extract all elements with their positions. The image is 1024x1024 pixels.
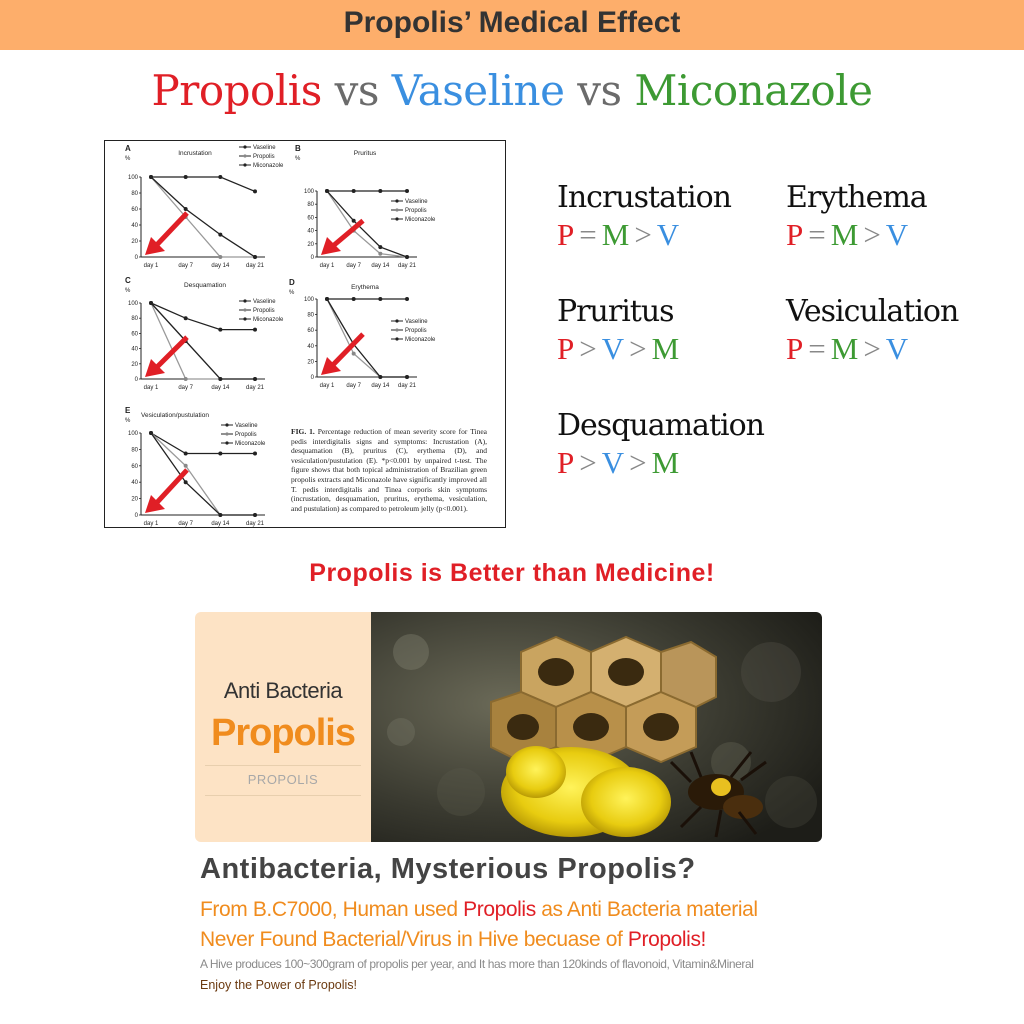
symptom-name: Vesiculation xyxy=(786,294,959,329)
data-point xyxy=(218,513,222,517)
data-point xyxy=(149,431,153,435)
ranking-letter: P xyxy=(557,445,575,480)
symptom-ranking xyxy=(557,444,787,482)
y-tick-label: 60 xyxy=(307,215,314,222)
panel-letter: A xyxy=(125,144,131,153)
data-point xyxy=(184,207,188,211)
ranking-operator: > xyxy=(863,331,881,366)
caption-text: Percentage reduction of mean severity score for Tinea pedis interdigitalis signs and symptoms: Incrustation (A), desquamation (B), pruritus (C), erythema (D), and vesiculation/pustulation (E). *p<0.001 by unpaired t-test. The figure shows that both topical administration of Brazilian green propolis extracts and Miconazole have significantly improved all T. pedis interdigitalis and Tinea corporis skin symptoms (incrustation, desquamation, pruritus, erythema, vesiculation, and pustulation) as compared to petroleum jelly (p<0.001). xyxy=(291,427,488,513)
y-tick-label: 100 xyxy=(127,301,138,307)
series-line xyxy=(151,303,255,379)
y-tick-label: 80 xyxy=(307,312,314,319)
y-tick-label: 20 xyxy=(307,359,314,366)
data-point xyxy=(253,513,257,517)
figure-caption xyxy=(291,427,487,513)
percent-label: % xyxy=(125,156,131,162)
legend-marker xyxy=(225,441,228,444)
ranking-letter: V xyxy=(885,217,909,252)
y-tick-label: 20 xyxy=(131,361,138,368)
legend-label: Propolis xyxy=(405,208,427,214)
promo-title: Propolis xyxy=(210,712,356,754)
data-point xyxy=(218,255,222,259)
x-tick-label: day 7 xyxy=(346,263,362,269)
x-tick-label: day 7 xyxy=(346,383,362,389)
ranking-letter: M xyxy=(601,217,630,252)
hive-photo xyxy=(371,612,822,842)
legend-marker xyxy=(395,208,398,211)
symptom-name: Desquamation xyxy=(557,408,764,443)
legend-marker xyxy=(225,432,228,435)
data-point xyxy=(184,316,188,320)
headline-vs-2: vs xyxy=(564,66,635,115)
ranking-operator: > xyxy=(629,445,647,480)
y-tick-label: 40 xyxy=(307,228,314,235)
ranking-operator: > xyxy=(863,217,881,252)
history-text-end: as Anti Bacteria material xyxy=(535,898,758,921)
ranking-operator: = xyxy=(579,217,597,252)
data-point xyxy=(405,297,409,301)
promo-divider-top xyxy=(205,765,361,766)
y-tick-label: 100 xyxy=(127,431,138,437)
legend-label: Propolis xyxy=(253,154,275,160)
promo-small-label: PROPOLIS xyxy=(247,772,319,787)
ranking-operator: = xyxy=(808,217,826,252)
series-line xyxy=(151,177,255,257)
series-line xyxy=(327,299,407,377)
data-point xyxy=(218,452,222,456)
data-point xyxy=(405,189,409,193)
x-tick-label: day 21 xyxy=(245,385,265,391)
headline-propolis: Propolis xyxy=(151,66,322,115)
legend-marker xyxy=(243,163,246,166)
ranking-letter: V xyxy=(885,331,909,366)
legend-label: Propolis xyxy=(235,432,257,438)
ranking-letter: P xyxy=(786,331,804,366)
legend-label: Propolis xyxy=(405,328,427,334)
data-point xyxy=(149,301,153,305)
ranking-letter: M xyxy=(830,217,859,252)
symptom-erythema xyxy=(786,180,1016,254)
legend-marker xyxy=(243,317,246,320)
percent-label: % xyxy=(295,156,301,162)
x-tick-label: day 7 xyxy=(178,385,194,391)
legend-label: Vaseline xyxy=(405,319,428,325)
series-line xyxy=(151,177,255,191)
data-point xyxy=(149,175,153,179)
legend-label: Propolis xyxy=(253,308,275,314)
ranking-letter: V xyxy=(601,331,625,366)
hive-line xyxy=(200,928,706,952)
x-tick-label: day 21 xyxy=(397,263,417,269)
symptom-name: Erythema xyxy=(786,180,927,215)
legend-label: Miconazole xyxy=(253,163,284,169)
symptom-incrustation xyxy=(557,180,787,254)
panel-title: Erythema xyxy=(351,284,379,291)
y-tick-label: 0 xyxy=(310,255,314,261)
panel-letter: D xyxy=(289,278,295,287)
data-point xyxy=(184,175,188,179)
x-tick-label: day 14 xyxy=(211,521,230,527)
symptom-desquamation xyxy=(557,408,787,482)
hive-illustration xyxy=(371,612,822,842)
enjoy-line: Enjoy the Power of Propolis! xyxy=(200,978,358,992)
y-tick-label: 20 xyxy=(131,496,138,503)
panel-letter: E xyxy=(125,406,131,415)
better-than-medicine: Propolis is Better than Medicine! xyxy=(309,559,715,587)
data-point xyxy=(378,297,382,301)
legend-marker xyxy=(395,328,398,331)
x-tick-label: day 21 xyxy=(245,521,265,527)
legend-label: Vaseline xyxy=(405,199,428,205)
legend-marker xyxy=(243,308,246,311)
banner-title: Propolis’ Medical Effect xyxy=(343,6,681,39)
data-point xyxy=(218,328,222,332)
study-figure xyxy=(104,140,506,528)
y-tick-label: 40 xyxy=(131,346,138,353)
data-point xyxy=(378,252,382,256)
y-tick-label: 40 xyxy=(131,223,138,229)
production-fact: A Hive produces 100~300gram of propolis per year, and It has more than 120kinds of flavonoid, Vitamin&Mineral xyxy=(200,957,754,971)
data-point xyxy=(352,189,356,193)
promo-subtitle: Anti Bacteria xyxy=(223,678,343,703)
x-tick-label: day 7 xyxy=(178,263,194,269)
x-tick-label: day 1 xyxy=(143,263,159,269)
y-tick-label: 40 xyxy=(131,480,138,487)
legend-label: Vaseline xyxy=(253,145,276,151)
panel-letter: C xyxy=(125,276,131,285)
data-point xyxy=(378,245,382,249)
y-tick-label: 40 xyxy=(307,343,314,350)
panel-title: Vesiculation/pustulation xyxy=(141,412,209,419)
series-line xyxy=(151,177,255,257)
data-point xyxy=(352,297,356,301)
x-tick-label: day 14 xyxy=(371,383,390,389)
x-tick-label: day 21 xyxy=(397,383,417,389)
panel-title: Pruritus xyxy=(353,150,377,157)
data-point xyxy=(325,189,329,193)
series-line xyxy=(151,303,255,379)
legend-label: Vaseline xyxy=(235,423,258,429)
y-tick-label: 60 xyxy=(131,331,138,338)
y-tick-label: 0 xyxy=(134,255,138,261)
data-point xyxy=(184,377,188,381)
y-tick-label: 0 xyxy=(134,513,138,519)
history-line xyxy=(200,898,758,922)
x-tick-label: day 1 xyxy=(143,521,159,527)
headline-vs-1: vs xyxy=(321,66,392,115)
y-tick-label: 60 xyxy=(307,328,314,335)
legend-marker xyxy=(243,299,246,302)
x-tick-label: day 1 xyxy=(319,383,335,389)
ranking-operator: > xyxy=(634,217,652,252)
legend-label: Vaseline xyxy=(253,299,276,305)
caption-label: FIG. 1. xyxy=(291,427,315,436)
headline-vaseline: Vaseline xyxy=(391,66,565,115)
data-point xyxy=(253,189,257,193)
y-tick-label: 20 xyxy=(131,239,138,245)
legend-label: Miconazole xyxy=(253,317,284,323)
symptom-ranking xyxy=(786,330,1016,368)
ranking-operator: > xyxy=(579,331,597,366)
legend-label: Miconazole xyxy=(235,441,266,447)
x-tick-label: day 14 xyxy=(211,263,230,269)
y-tick-label: 100 xyxy=(127,175,138,181)
ranking-letter: V xyxy=(601,445,625,480)
body-title: Antibacteria, Mysterious Propolis? xyxy=(200,853,696,885)
series-line xyxy=(151,303,255,330)
ranking-letter: M xyxy=(830,331,859,366)
data-point xyxy=(378,375,382,379)
ranking-letter: P xyxy=(557,331,575,366)
data-point xyxy=(405,255,409,259)
y-tick-label: 100 xyxy=(303,297,314,303)
ranking-letter: M xyxy=(651,445,680,480)
symptom-name: Incrustation xyxy=(557,180,732,215)
x-tick-label: day 1 xyxy=(143,385,159,391)
percent-label: % xyxy=(289,290,295,296)
panel-title: Desquamation xyxy=(184,282,226,289)
data-point xyxy=(184,464,188,468)
ranking-letter: P xyxy=(557,217,575,252)
history-text-start: From B.C7000, Human used xyxy=(200,898,464,921)
data-point xyxy=(218,233,222,237)
legend-label: Miconazole xyxy=(405,337,436,343)
data-point xyxy=(253,255,257,259)
x-tick-label: day 7 xyxy=(178,521,194,527)
percent-label: % xyxy=(125,418,131,424)
y-tick-label: 60 xyxy=(131,207,138,213)
y-tick-label: 0 xyxy=(310,375,314,381)
symptom-ranking xyxy=(557,216,787,254)
headline-miconazole: Miconazole xyxy=(634,66,873,115)
promo-divider-bottom xyxy=(205,795,361,796)
data-point xyxy=(352,219,356,223)
data-point xyxy=(405,375,409,379)
y-tick-label: 80 xyxy=(131,447,138,454)
panel-title: Incrustation xyxy=(178,150,212,157)
comparison-headline xyxy=(0,66,1024,115)
data-point xyxy=(253,452,257,456)
data-point xyxy=(184,452,188,456)
y-tick-label: 80 xyxy=(131,191,138,197)
x-tick-label: day 21 xyxy=(245,263,265,269)
legend-marker xyxy=(395,319,398,322)
symptom-vesiculation xyxy=(786,294,1016,368)
ranking-letter: V xyxy=(656,217,680,252)
x-tick-label: day 1 xyxy=(319,263,335,269)
data-point xyxy=(325,297,329,301)
promo-label-panel xyxy=(195,612,371,842)
data-point xyxy=(184,480,188,484)
top-banner xyxy=(0,0,1024,50)
data-point xyxy=(253,377,257,381)
history-propolis: Propolis xyxy=(463,898,536,921)
hive-text: Never Found Bacterial/Virus in Hive becuase of xyxy=(200,928,628,951)
symptom-pruritus xyxy=(557,294,787,368)
legend-marker xyxy=(395,217,398,220)
percent-label: % xyxy=(125,288,131,294)
panel-letter: B xyxy=(295,144,301,153)
y-tick-label: 80 xyxy=(131,316,138,323)
data-point xyxy=(352,352,356,356)
y-tick-label: 20 xyxy=(307,241,314,248)
legend-marker xyxy=(225,423,228,426)
hive-propolis: Propolis! xyxy=(627,928,706,951)
promo-banner xyxy=(195,612,822,842)
symptom-name: Pruritus xyxy=(557,294,674,329)
symptom-ranking xyxy=(786,216,1016,254)
legend-marker xyxy=(243,145,246,148)
ranking-letter: P xyxy=(786,217,804,252)
ranking-operator: > xyxy=(579,445,597,480)
x-tick-label: day 14 xyxy=(371,263,390,269)
y-tick-label: 0 xyxy=(134,377,138,383)
data-point xyxy=(218,175,222,179)
legend-label: Miconazole xyxy=(405,217,436,223)
ranking-operator: = xyxy=(808,331,826,366)
ranking-operator: > xyxy=(629,331,647,366)
data-point xyxy=(253,328,257,332)
y-tick-label: 100 xyxy=(303,189,314,195)
data-point xyxy=(218,377,222,381)
y-tick-label: 60 xyxy=(131,463,138,470)
symptom-ranking xyxy=(557,330,787,368)
legend-marker xyxy=(395,199,398,202)
x-tick-label: day 14 xyxy=(211,385,230,391)
legend-marker xyxy=(243,154,246,157)
legend-marker xyxy=(395,337,398,340)
y-tick-label: 80 xyxy=(307,202,314,209)
data-point xyxy=(378,189,382,193)
ranking-letter: M xyxy=(651,331,680,366)
